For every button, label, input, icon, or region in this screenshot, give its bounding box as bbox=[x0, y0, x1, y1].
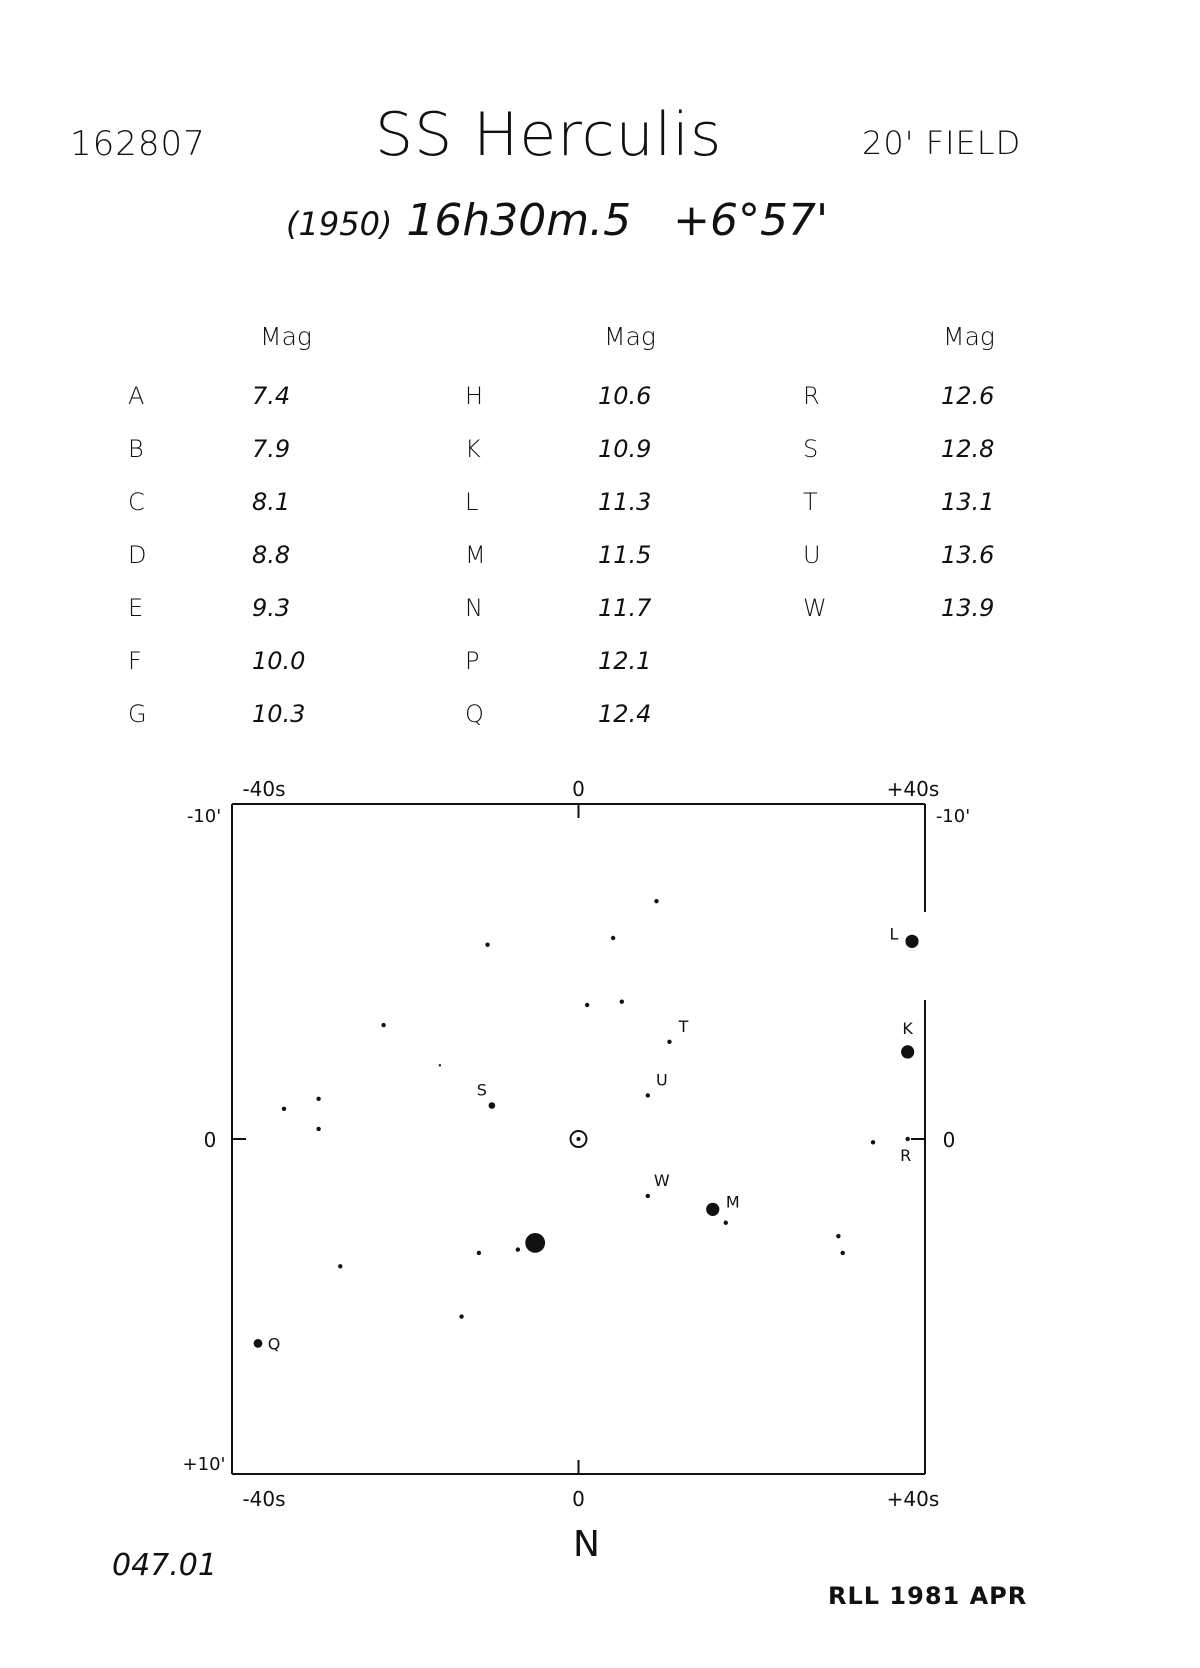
star-label: U bbox=[655, 1070, 668, 1090]
comparison-star bbox=[459, 1314, 463, 1318]
mag-star-label: E bbox=[128, 594, 144, 622]
star-label: K bbox=[902, 1018, 913, 1038]
mag-value: 13.9 bbox=[941, 594, 995, 622]
mag-star-label: U bbox=[803, 541, 821, 569]
y-tick-label: -10' bbox=[935, 806, 971, 827]
star-label: W bbox=[653, 1170, 670, 1190]
comparison-star bbox=[646, 1194, 650, 1198]
mag-value: 12.8 bbox=[941, 435, 995, 463]
mag-value: 7.9 bbox=[252, 435, 291, 463]
comparison-star bbox=[836, 1234, 840, 1238]
comparison-star bbox=[901, 1045, 914, 1058]
chart-title: SS Herculis bbox=[375, 100, 723, 170]
x-tick-label: 0 bbox=[572, 777, 585, 801]
comparison-star bbox=[724, 1221, 728, 1225]
mag-star-label: R bbox=[803, 382, 820, 410]
comparison-star bbox=[871, 1140, 875, 1144]
y-tick-label: -10' bbox=[186, 806, 222, 827]
mag-value: 10.3 bbox=[252, 700, 306, 728]
mag-value: 13.6 bbox=[941, 541, 995, 569]
comparison-star bbox=[439, 1064, 441, 1066]
chart-id: 162807 bbox=[70, 124, 206, 164]
mag-star-label: A bbox=[128, 382, 145, 410]
comparison-star bbox=[646, 1093, 650, 1097]
x-tick-label: +40s bbox=[886, 1487, 940, 1511]
mag-star-label: Q bbox=[465, 700, 484, 728]
comparison-star bbox=[282, 1107, 286, 1111]
comparison-star bbox=[620, 999, 624, 1003]
declination: +6°57' bbox=[673, 195, 829, 246]
chart-code: 047.01 bbox=[112, 1548, 217, 1583]
mag-star-label: S bbox=[803, 435, 819, 463]
mag-star-label: G bbox=[128, 700, 147, 728]
comparison-star bbox=[905, 935, 918, 948]
mag-header: Mag bbox=[260, 322, 312, 351]
mag-value: 12.4 bbox=[598, 700, 652, 728]
x-tick-label: 0 bbox=[572, 1487, 585, 1511]
y-tick-label: +10' bbox=[182, 1454, 226, 1475]
y-tick-label: 0 bbox=[203, 1128, 217, 1152]
comparison-star bbox=[611, 936, 615, 940]
star-label: Q bbox=[267, 1334, 281, 1354]
x-tick-label: -40s bbox=[242, 1487, 286, 1511]
comparison-star bbox=[667, 1040, 671, 1044]
north-label: N bbox=[573, 1524, 600, 1565]
x-tick-label: +40s bbox=[886, 777, 940, 801]
mag-value: 11.3 bbox=[598, 488, 652, 516]
mag-value: 12.1 bbox=[598, 647, 652, 675]
mag-star-label: T bbox=[803, 488, 818, 516]
comparison-star bbox=[525, 1233, 545, 1253]
comparison-star bbox=[841, 1251, 845, 1255]
mag-star-label: C bbox=[128, 488, 145, 516]
star-label: T bbox=[678, 1016, 689, 1036]
mag-star-label: P bbox=[465, 647, 480, 675]
mag-star-label: K bbox=[465, 435, 481, 463]
mag-value: 7.4 bbox=[252, 382, 291, 410]
comparison-star bbox=[489, 1102, 496, 1109]
comparison-star bbox=[516, 1247, 520, 1251]
star-label: M bbox=[725, 1192, 740, 1212]
comparison-star bbox=[485, 943, 489, 947]
variable-star-marker bbox=[577, 1137, 581, 1141]
epoch-label: (1950) bbox=[286, 205, 393, 243]
mag-value: 8.8 bbox=[252, 541, 291, 569]
mag-star-label: L bbox=[465, 488, 479, 516]
comparison-star bbox=[905, 1137, 909, 1141]
author-date: RLL 1981 APR bbox=[828, 1582, 1028, 1610]
mag-value: 12.6 bbox=[941, 382, 995, 410]
mag-star-label: B bbox=[128, 435, 144, 463]
mag-star-label: N bbox=[465, 594, 483, 622]
mag-value: 10.6 bbox=[598, 382, 652, 410]
comparison-star bbox=[254, 1339, 263, 1348]
mag-value: 11.7 bbox=[598, 594, 652, 622]
star-label: L bbox=[889, 924, 899, 944]
star-label: S bbox=[476, 1080, 487, 1100]
mag-star-label: H bbox=[465, 382, 484, 410]
comparison-star bbox=[654, 899, 658, 903]
comparison-star bbox=[316, 1097, 320, 1101]
mag-value: 9.3 bbox=[252, 594, 291, 622]
star-label: R bbox=[900, 1146, 912, 1165]
mag-value: 10.0 bbox=[252, 647, 306, 675]
mag-star-label: M bbox=[465, 541, 486, 569]
mag-star-label: W bbox=[803, 594, 827, 622]
y-tick-label: 0 bbox=[942, 1128, 956, 1152]
comparison-star bbox=[477, 1251, 481, 1255]
right-ascension: 16h30m.5 bbox=[406, 195, 632, 246]
comparison-star bbox=[338, 1264, 342, 1268]
mag-value: 8.1 bbox=[252, 488, 291, 516]
comparison-star bbox=[706, 1203, 719, 1216]
comparison-star bbox=[585, 1003, 589, 1007]
mag-header: Mag bbox=[604, 322, 656, 351]
comparison-star bbox=[316, 1127, 320, 1131]
mag-value: 13.1 bbox=[941, 488, 995, 516]
mag-star-label: F bbox=[128, 647, 142, 675]
mag-value: 10.9 bbox=[598, 435, 652, 463]
mag-value: 11.5 bbox=[598, 541, 652, 569]
mag-header: Mag bbox=[943, 322, 995, 351]
mag-star-label: D bbox=[128, 541, 147, 569]
comparison-star bbox=[381, 1023, 385, 1027]
field-label: 20' FIELD bbox=[862, 124, 1022, 162]
x-tick-label: -40s bbox=[242, 777, 286, 801]
